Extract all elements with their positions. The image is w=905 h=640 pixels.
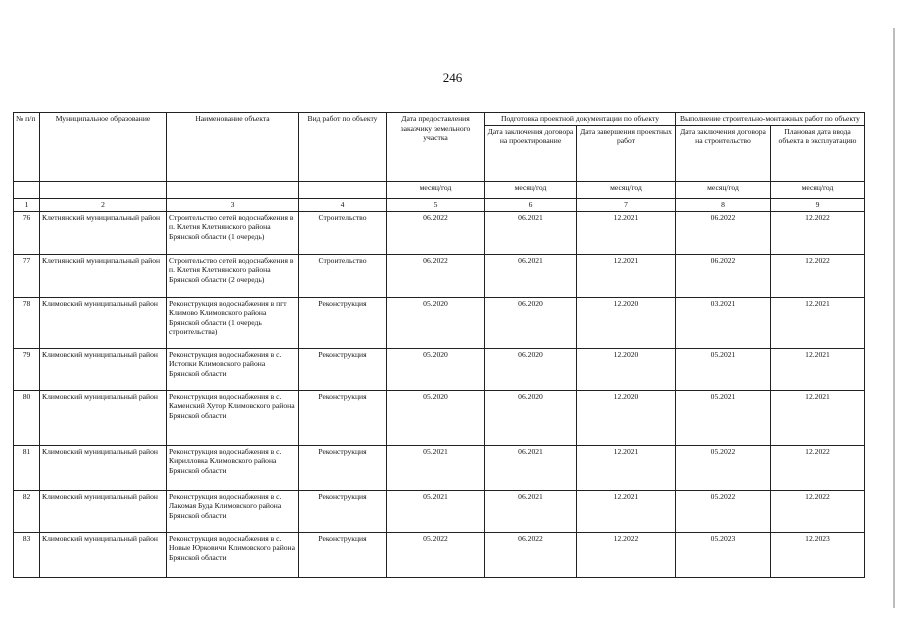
design-contract-cell: 06.2020 xyxy=(485,390,577,445)
land-date-cell: 05.2022 xyxy=(387,532,485,577)
header-design-contract: Дата заключения договора на проектирование xyxy=(485,125,577,181)
design-contract-cell: 06.2020 xyxy=(485,348,577,390)
commissioning-cell: 12.2023 xyxy=(771,532,865,577)
design-complete-cell: 12.2020 xyxy=(577,297,676,348)
header-commissioning: Плановая дата ввода объекта в эксплуатацию xyxy=(771,125,865,181)
column-number: 4 xyxy=(299,198,387,211)
construction-contract-cell: 05.2022 xyxy=(676,490,771,532)
design-complete-cell: 12.2022 xyxy=(577,532,676,577)
column-number: 5 xyxy=(387,198,485,211)
design-complete-cell: 12.2021 xyxy=(577,445,676,490)
work-type-cell: Реконструкция xyxy=(299,297,387,348)
work-type-cell: Реконструкция xyxy=(299,532,387,577)
column-number-row xyxy=(14,198,865,211)
municipality-cell: Климовский муниципальный район xyxy=(40,390,167,445)
construction-contract-cell: 05.2021 xyxy=(676,390,771,445)
design-contract-cell: 06.2021 xyxy=(485,211,577,254)
row-num-cell: 81 xyxy=(14,445,40,490)
header-work-type: Вид работ по объекту xyxy=(299,113,387,182)
land-date-cell: 06.2022 xyxy=(387,211,485,254)
column-number: 6 xyxy=(485,198,577,211)
header-land-date: Дата предоставления заказчику земельного участка xyxy=(387,113,485,182)
object-name-cell: Реконструкция водоснабжения в с. Истопки Климовского района Брянской области xyxy=(167,348,299,390)
schedule-table xyxy=(13,112,865,578)
design-contract-cell: 06.2022 xyxy=(485,532,577,577)
column-number: 7 xyxy=(577,198,676,211)
municipality-cell: Климовский муниципальный район xyxy=(40,348,167,390)
table-row xyxy=(14,211,865,254)
design-complete-cell: 12.2021 xyxy=(577,490,676,532)
column-number: 1 xyxy=(14,198,40,211)
commissioning-cell: 12.2021 xyxy=(771,348,865,390)
unit-cell-empty xyxy=(299,181,387,198)
object-name-cell: Реконструкция водоснабжения в с. Каменский Хутор Климовского района Брянской области xyxy=(167,390,299,445)
design-complete-cell: 12.2020 xyxy=(577,390,676,445)
unit-cell: месяц/год xyxy=(577,181,676,198)
work-type-cell: Реконструкция xyxy=(299,490,387,532)
row-num-cell: 77 xyxy=(14,254,40,297)
row-num-cell: 80 xyxy=(14,390,40,445)
design-contract-cell: 06.2021 xyxy=(485,254,577,297)
object-name-cell: Реконструкция водоснабжения в с. Кирилловка Климовского района Брянской области xyxy=(167,445,299,490)
land-date-cell: 05.2021 xyxy=(387,490,485,532)
work-type-cell: Строительство xyxy=(299,254,387,297)
design-complete-cell: 12.2021 xyxy=(577,211,676,254)
construction-contract-cell: 03.2021 xyxy=(676,297,771,348)
table-body xyxy=(14,211,865,577)
table-row xyxy=(14,490,865,532)
commissioning-cell: 12.2022 xyxy=(771,445,865,490)
design-complete-cell: 12.2020 xyxy=(577,348,676,390)
construction-contract-cell: 06.2022 xyxy=(676,254,771,297)
commissioning-cell: 12.2021 xyxy=(771,297,865,348)
unit-cell: месяц/год xyxy=(387,181,485,198)
table-row xyxy=(14,254,865,297)
construction-contract-cell: 05.2022 xyxy=(676,445,771,490)
header-num: № п/п xyxy=(14,113,40,182)
header-construction-contract: Дата заключения договора на строительство xyxy=(676,125,771,181)
commissioning-cell: 12.2022 xyxy=(771,211,865,254)
unit-row xyxy=(14,181,865,198)
header-design-group: Подготовка проектной документации по объекту xyxy=(485,113,676,126)
header-design-complete: Дата завершения проектных работ xyxy=(577,125,676,181)
object-name-cell: Строительство сетей водоснабжения в п. Клетня Клетнянского района Брянской области (1 очередь) xyxy=(167,211,299,254)
object-name-cell: Реконструкция водоснабжения в пгт Климово Климовского района Брянской области (1 очередь строительства) xyxy=(167,297,299,348)
commissioning-cell: 12.2022 xyxy=(771,254,865,297)
design-complete-cell: 12.2021 xyxy=(577,254,676,297)
page-number: 246 xyxy=(442,70,463,85)
land-date-cell: 05.2021 xyxy=(387,445,485,490)
table-row xyxy=(14,348,865,390)
column-number: 2 xyxy=(40,198,167,211)
land-date-cell: 05.2020 xyxy=(387,390,485,445)
design-contract-cell: 06.2021 xyxy=(485,490,577,532)
column-number: 9 xyxy=(771,198,865,211)
column-number: 3 xyxy=(167,198,299,211)
construction-contract-cell: 06.2022 xyxy=(676,211,771,254)
table-row xyxy=(14,445,865,490)
work-type-cell: Реконструкция xyxy=(299,390,387,445)
design-contract-cell: 06.2021 xyxy=(485,445,577,490)
municipality-cell: Клетнянский муниципальный район xyxy=(40,254,167,297)
work-type-cell: Реконструкция xyxy=(299,445,387,490)
municipality-cell: Клетнянский муниципальный район xyxy=(40,211,167,254)
land-date-cell: 05.2020 xyxy=(387,348,485,390)
row-num-cell: 78 xyxy=(14,297,40,348)
header-construction-group: Выполнение строительно-монтажных работ по объекту xyxy=(676,113,865,126)
unit-cell: месяц/год xyxy=(676,181,771,198)
unit-cell-empty xyxy=(14,181,40,198)
municipality-cell: Климовский муниципальный район xyxy=(40,532,167,577)
work-type-cell: Строительство xyxy=(299,211,387,254)
unit-cell: месяц/год xyxy=(485,181,577,198)
municipality-cell: Климовский муниципальный район xyxy=(40,490,167,532)
row-num-cell: 79 xyxy=(14,348,40,390)
header-object-name: Наименование объекта xyxy=(167,113,299,182)
design-contract-cell: 06.2020 xyxy=(485,297,577,348)
commissioning-cell: 12.2022 xyxy=(771,490,865,532)
table-row xyxy=(14,297,865,348)
header-municipality: Муниципальное образование xyxy=(40,113,167,182)
header-row-top xyxy=(14,113,865,126)
construction-contract-cell: 05.2021 xyxy=(676,348,771,390)
page-edge-rule xyxy=(893,28,895,608)
unit-cell-empty xyxy=(40,181,167,198)
municipality-cell: Климовский муниципальный район xyxy=(40,297,167,348)
row-num-cell: 82 xyxy=(14,490,40,532)
land-date-cell: 05.2020 xyxy=(387,297,485,348)
object-name-cell: Реконструкция водоснабжения в с. Лакомая Буда Климовского района Брянской области xyxy=(167,490,299,532)
commissioning-cell: 12.2021 xyxy=(771,390,865,445)
table-row xyxy=(14,390,865,445)
object-name-cell: Реконструкция водоснабжения в с. Новые Юрковичи Климовского района Брянской области xyxy=(167,532,299,577)
row-num-cell: 76 xyxy=(14,211,40,254)
land-date-cell: 06.2022 xyxy=(387,254,485,297)
column-number: 8 xyxy=(676,198,771,211)
table-row xyxy=(14,532,865,577)
unit-cell-empty xyxy=(167,181,299,198)
unit-cell: месяц/год xyxy=(771,181,865,198)
construction-contract-cell: 05.2023 xyxy=(676,532,771,577)
municipality-cell: Климовский муниципальный район xyxy=(40,445,167,490)
row-num-cell: 83 xyxy=(14,532,40,577)
object-name-cell: Строительство сетей водоснабжения в п. Клетня Клетнянского района Брянской области (2 очередь) xyxy=(167,254,299,297)
work-type-cell: Реконструкция xyxy=(299,348,387,390)
